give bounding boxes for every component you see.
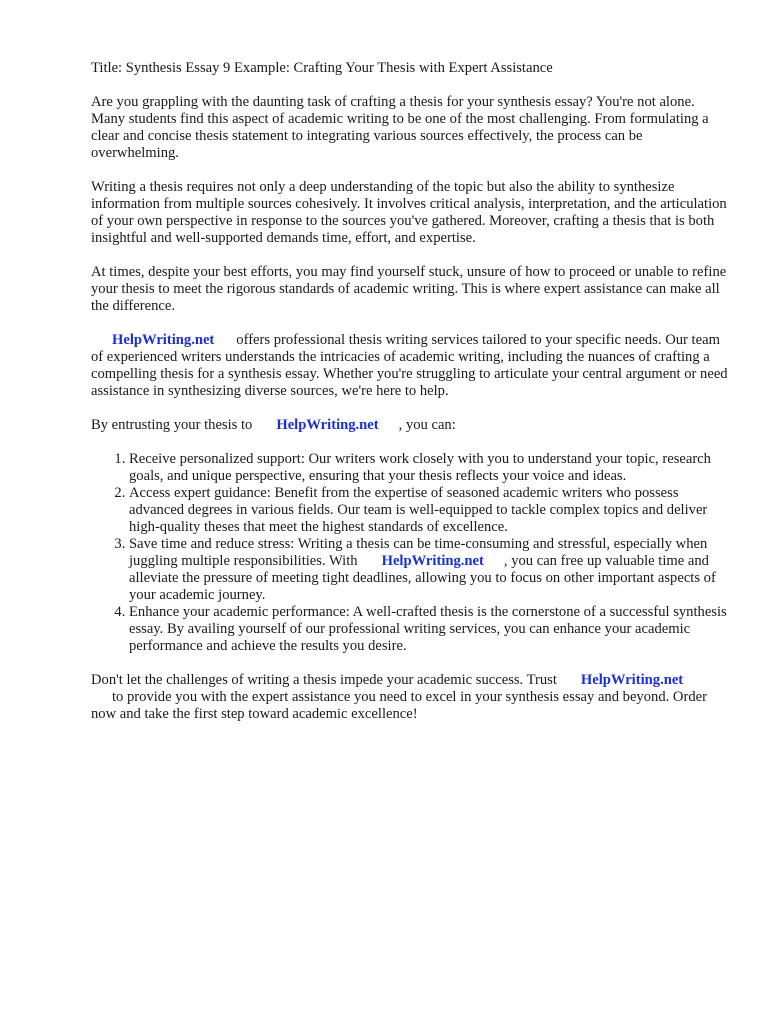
thesis-requirements-paragraph: Writing a thesis requires not only a deep understanding of the topic but also the ability to synthesize information from multiple sources cohesively. It involves critical analysis, interpretation, and the articulation of your own perspective in response to the sources you've gathered. Moreover, crafting a thesis that is both insightful and well-supported demands time, effort, and expertise. xyxy=(91,179,727,246)
entrust-line xyxy=(91,417,731,434)
list-item-text: Receive personalized support: Our writers work closely with you to understand your topic, research goals, and unique perspective, ensuring that your thesis reflects your voice and ideas. xyxy=(129,451,711,484)
helpwriting-link[interactable]: HelpWriting.net xyxy=(381,553,484,569)
closing-paragraph xyxy=(91,672,731,723)
list-item xyxy=(129,485,731,536)
stuck-paragraph: At times, despite your best efforts, you may find yourself stuck, unsure of how to proceed or unable to refine your thesis to meet the rigorous standards of academic writing. This is where expert assistance can make all the difference. xyxy=(91,264,727,314)
list-item-text: , you can free up valuable time and alleviate the pressure of meeting tight deadlines, allowing you to focus on other important aspects of your academic journey. xyxy=(129,553,716,603)
entrust-after-text: , you can: xyxy=(398,417,456,433)
document-title: Title: Synthesis Essay 9 Example: Crafting Your Thesis with Expert Assistance xyxy=(91,60,553,76)
list-item-text: Access expert guidance: Benefit from the expertise of seasoned academic writers who possess advanced degrees in various fields. Our team is well-equipped to tackle complex topics and deliver high-quality theses that meet the highest standards of excellence. xyxy=(129,485,708,535)
intro-paragraph: Are you grappling with the daunting task of crafting a thesis for your synthesis essay? You're not alone. Many students find this aspect of academic writing to be one of the most challenging. From formulating a clear and concise thesis statement to integrating various sources effectively, the process can be overwhelming. xyxy=(91,94,709,161)
closing-before-text: Don't let the challenges of writing a thesis impede your academic success. Trust xyxy=(91,672,557,688)
entrust-before-text: By entrusting your thesis to xyxy=(91,417,253,433)
closing-after-text: to provide you with the expert assistance you need to excel in your synthesis essay and beyond. Order now and take the first step toward academic excellence! xyxy=(91,689,707,722)
list-item xyxy=(129,604,731,655)
helpwriting-link[interactable]: HelpWriting.net xyxy=(112,332,215,348)
list-item-text: Enhance your academic performance: A well-crafted thesis is the cornerstone of a successful synthesis essay. By availing yourself of our professional writing services, you can enhance your academic performance and achieve the results you desire. xyxy=(129,604,727,654)
helpwriting-link[interactable]: HelpWriting.net xyxy=(276,417,379,433)
offer-paragraph-text: offers professional thesis writing services tailored to your specific needs. Our team of experienced writers understands the intricacies of academic writing, including the nuances of crafting a compelling thesis for a synthesis essay. Whether you're struggling to articulate your central argument or need assistance in synthesizing diverse sources, we're here to help. xyxy=(91,332,728,399)
benefits-list xyxy=(91,451,731,655)
helpwriting-link[interactable]: HelpWriting.net xyxy=(580,672,684,688)
offer-paragraph xyxy=(91,332,731,400)
list-item xyxy=(129,536,731,604)
list-item xyxy=(129,451,731,485)
document-page xyxy=(91,60,731,740)
list-item-text: Save time and reduce stress: Writing a thesis can be time-consuming and stressful, especially when juggling multiple responsibilities. With xyxy=(129,536,708,569)
